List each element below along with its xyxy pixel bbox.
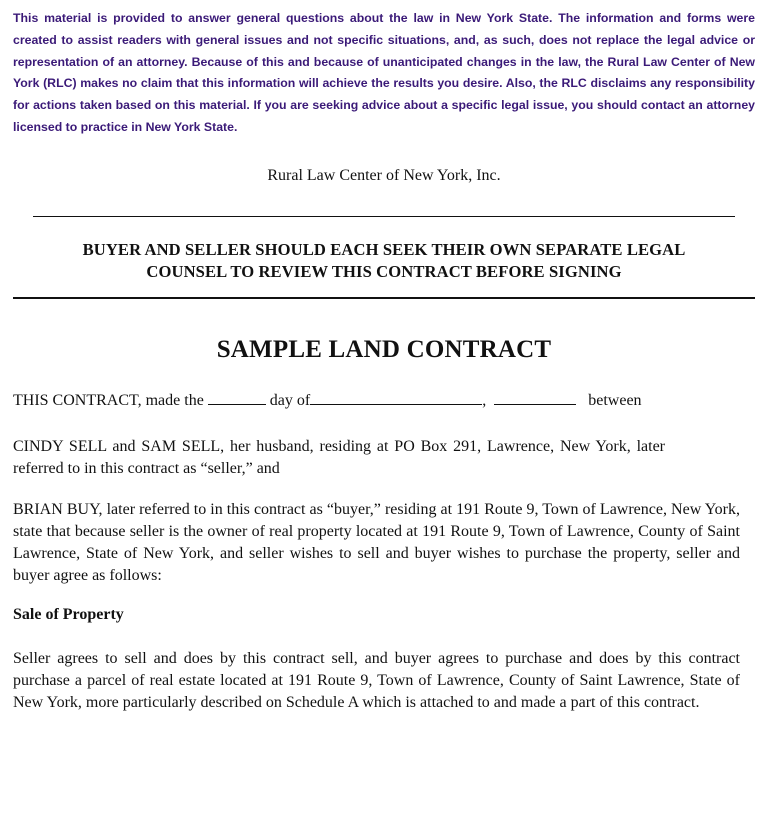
- legal-warning-line-2: COUNSEL TO REVIEW THIS CONTRACT BEFORE SIGNING: [146, 261, 622, 281]
- disclaimer-text: This material is provided to answer general questions about the law in New York State. The information and forms were created to assist readers with general issues and not specific situations, and, as such, does not replace the legal advice or representation of an attorney. Because of this and because of unanticipated changes in the law, the Rural Law Center of New York (RLC) makes no claim that this information will achieve the results you desire. Also, the RLC disclaims any responsibility for actions taken based on this material. If you are seeking advice about a specific legal issue, you should contact an attorney licensed to practice in New York State.: [13, 11, 755, 134]
- divider-bottom: [13, 297, 755, 299]
- contract-line-made: THIS CONTRACT, made the: [13, 391, 204, 409]
- legal-warning-line-1: BUYER AND SELLER SHOULD EACH SEEK THEIR OWN SEPARATE LEGAL: [82, 239, 686, 259]
- year-blank: [494, 390, 576, 405]
- contract-line-between: between: [588, 391, 642, 409]
- seller-paragraph: CINDY SELL and SAM SELL, her husband, residing at PO Box 291, Lawrence, New York, later referred to in this contract as “seller,” and: [13, 437, 665, 477]
- divider-top: [33, 216, 735, 217]
- document-title: SAMPLE LAND CONTRACT: [216, 335, 552, 363]
- buyer-paragraph: BRIAN BUY, later referred to in this contract as “buyer,” residing at 191 Route 9, Town of Lawrence, New York, state that because seller is the owner of real property located at 191 Route 9, Town of Lawrence, County of Saint Lawrence, State of New York, and seller wishes to sell and buyer wishes to purchase the property, seller and buyer agree as follows:: [13, 500, 740, 584]
- month-blank: [310, 390, 482, 405]
- section-heading-sale-of-property: Sale of Property: [13, 605, 124, 623]
- contract-line-comma: ,: [482, 391, 487, 409]
- legal-warning: [13, 239, 755, 283]
- day-blank: [208, 390, 266, 405]
- sale-paragraph: Seller agrees to sell and does by this contract sell, and buyer agrees to purchase and does by this contract purchase a parcel of real estate located at 191 Route 9, Town of Lawrence, County of Saint Lawrence, State of New York, more particularly described on Schedule A which is attached to and made a part of this contract.: [13, 649, 740, 711]
- contract-date-line: [13, 390, 755, 412]
- organization-name: Rural Law Center of New York, Inc.: [267, 166, 501, 184]
- contract-line-day-of: day of: [269, 391, 311, 409]
